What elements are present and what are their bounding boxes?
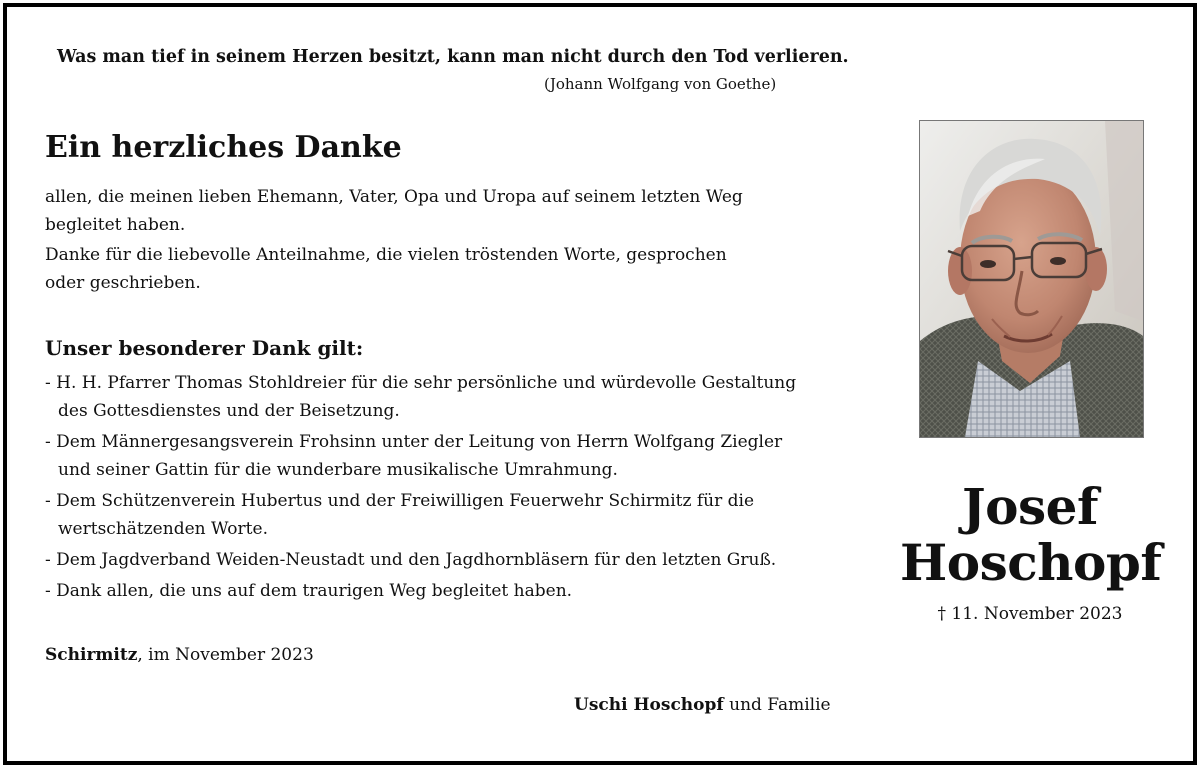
paragraph-line: Danke für die liebevolle Anteilnahme, die vielen tröstenden Worte, gesprochen bbox=[45, 245, 727, 265]
signature-rest: und Familie bbox=[723, 695, 831, 715]
place-date bbox=[45, 645, 314, 665]
deceased-last-name: Hoschopf bbox=[900, 533, 1162, 592]
paragraph-line: oder geschrieben. bbox=[45, 273, 201, 293]
list-item bbox=[45, 487, 796, 543]
list-item-line: des Gottesdienstes und der Beisetzung. bbox=[58, 401, 400, 421]
list-item-line: - Dem Männergesangsverein Frohsinn unter der Leitung von Herrn Wolfgang Ziegler bbox=[45, 432, 783, 452]
place-name: Schirmitz bbox=[45, 645, 138, 665]
list-item-line: wertschätzenden Worte. bbox=[58, 519, 268, 539]
list-item-line: - Dank allen, die uns auf dem traurigen Weg begleitet haben. bbox=[45, 581, 573, 601]
death-date: † 11. November 2023 bbox=[937, 604, 1123, 624]
paragraph-line: begleitet haben. bbox=[45, 215, 186, 235]
date-text: , im November 2023 bbox=[137, 645, 314, 665]
thanks-heading: Ein herzliches Danke bbox=[45, 130, 402, 165]
list-item-line: und seiner Gattin für die wunderbare musikalische Umrahmung. bbox=[58, 460, 618, 480]
quote-text: Was man tief in seinem Herzen besitzt, kann man nicht durch den Tod verlieren. bbox=[57, 47, 849, 67]
obituary-card bbox=[3, 3, 1197, 765]
list-item bbox=[45, 546, 796, 574]
thanks-paragraph-1 bbox=[45, 183, 743, 239]
quote-author: (Johann Wolfgang von Goethe) bbox=[544, 75, 777, 93]
deceased-first-name: Josef bbox=[962, 477, 1098, 536]
thanks-paragraph-2 bbox=[45, 241, 727, 297]
portrait-illustration bbox=[920, 121, 1143, 437]
special-thanks-heading: Unser besonderer Dank gilt: bbox=[45, 336, 364, 360]
signature-name: Uschi Hoschopf bbox=[574, 695, 724, 715]
special-thanks-list bbox=[45, 369, 796, 608]
list-item-line: - H. H. Pfarrer Thomas Stohldreier für die sehr persönliche und würdevolle Gestaltung bbox=[45, 373, 797, 393]
list-item bbox=[45, 369, 796, 425]
list-item bbox=[45, 577, 796, 605]
list-item bbox=[45, 428, 796, 484]
portrait-photo bbox=[919, 120, 1144, 438]
list-item-line: - Dem Jagdverband Weiden-Neustadt und den Jagdhornbläsern für den letzten Gruß. bbox=[45, 550, 777, 570]
list-item-line: - Dem Schützenverein Hubertus und der Freiwilligen Feuerwehr Schirmitz für die bbox=[45, 491, 755, 511]
paragraph-line: allen, die meinen lieben Ehemann, Vater, Opa und Uropa auf seinem letzten Weg bbox=[45, 187, 743, 207]
signature bbox=[574, 695, 831, 715]
